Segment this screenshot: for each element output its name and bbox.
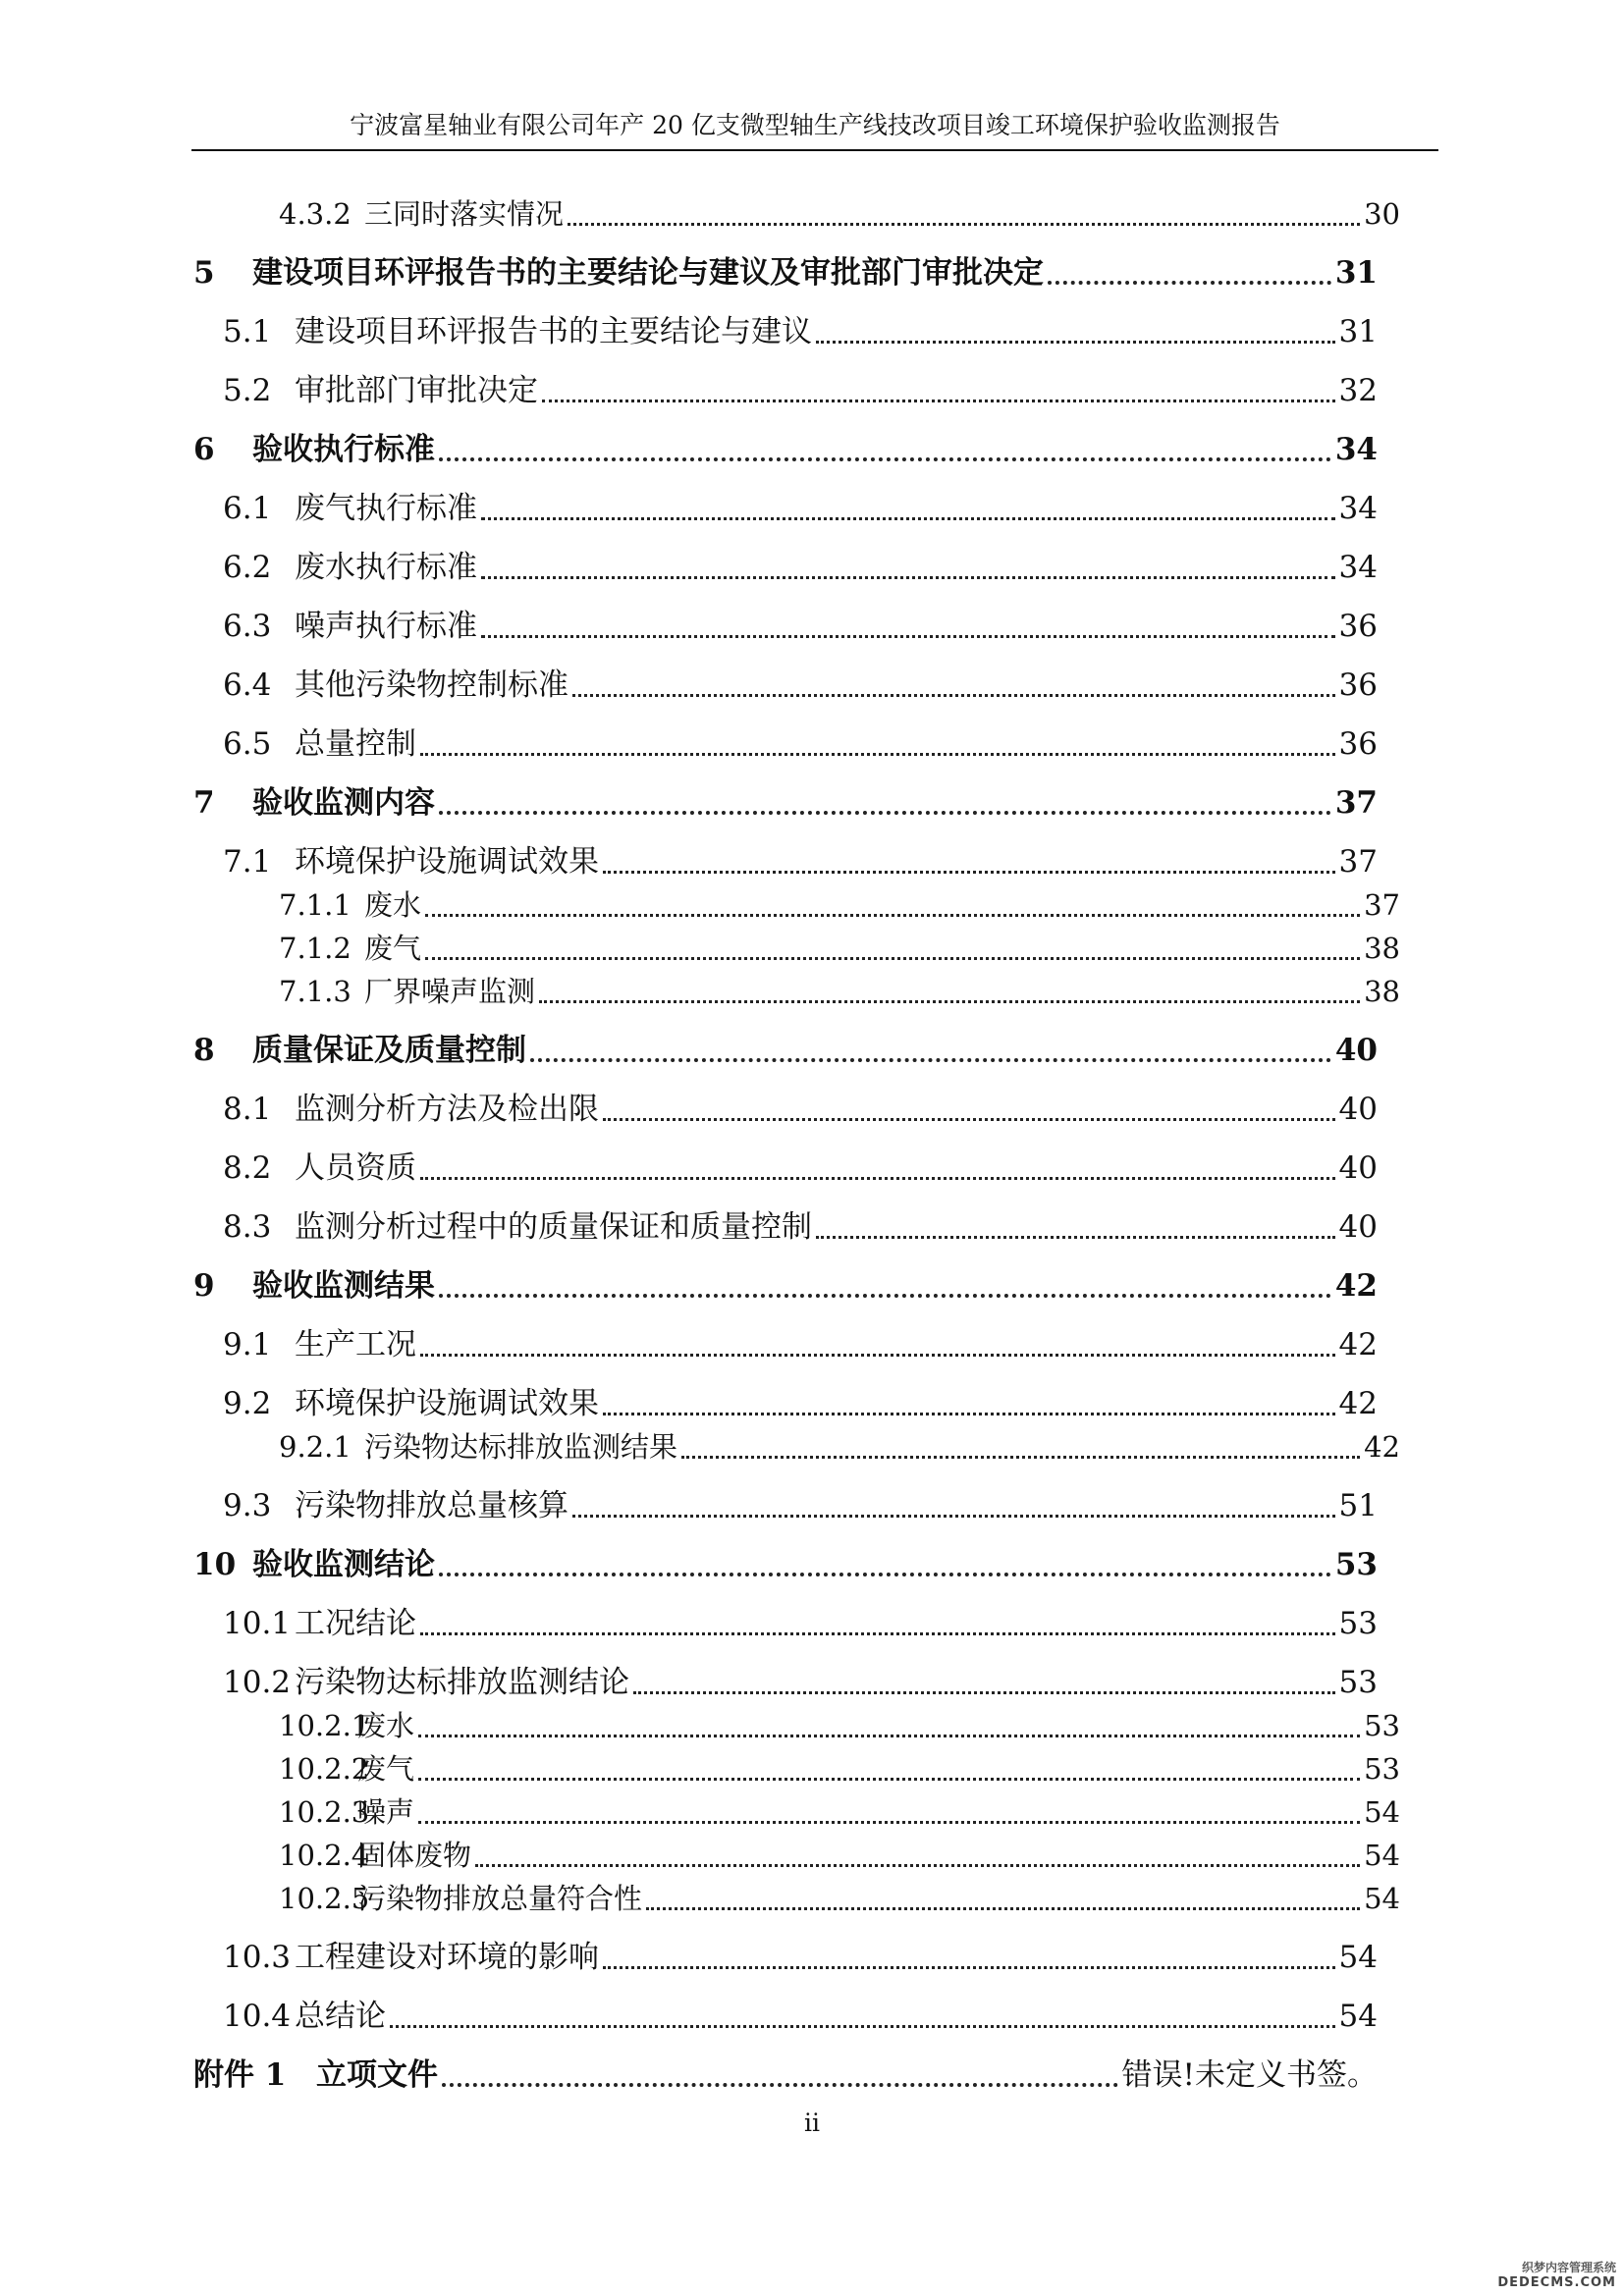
toc-entry-title: 质量保证及质量控制 bbox=[252, 1033, 526, 1068]
toc-entry-title: 建设项目环评报告书的主要结论与建议 bbox=[295, 314, 812, 349]
toc-entry[interactable] bbox=[279, 927, 1400, 970]
toc-dot-leader bbox=[646, 1907, 1360, 1910]
toc-entry-number: 7.1.2 bbox=[279, 932, 352, 965]
toc-entry[interactable] bbox=[223, 1323, 1378, 1366]
toc-entry-title: 污染物排放总量核算 bbox=[295, 1488, 568, 1523]
toc-entry[interactable] bbox=[223, 1661, 1378, 1704]
toc-entry-page: 37 bbox=[1334, 785, 1378, 821]
toc-entry[interactable] bbox=[223, 1602, 1378, 1645]
toc-entry[interactable] bbox=[223, 1936, 1378, 1979]
toc-entry-number: 9.2 bbox=[223, 1386, 272, 1421]
toc-entry-number: 6.2 bbox=[223, 550, 272, 585]
toc-entry-page: 54 bbox=[1364, 1795, 1400, 1829]
toc-entry-number: 4.3.2 bbox=[279, 197, 352, 231]
toc-entry[interactable] bbox=[279, 1425, 1400, 1468]
toc-dot-leader bbox=[425, 957, 1360, 960]
toc-entry-title: 工程建设对环境的影响 bbox=[295, 1940, 599, 1975]
toc-entry[interactable] bbox=[279, 1834, 1400, 1877]
toc-entry-title: 人员资质 bbox=[295, 1150, 416, 1186]
toc-entry-number: 10.4 bbox=[223, 1999, 292, 2034]
watermark-text: 织梦内容管理系统 bbox=[1521, 2261, 1616, 2274]
toc-entry-page: 54 bbox=[1364, 1882, 1400, 1915]
toc-entry[interactable] bbox=[279, 1704, 1400, 1747]
toc-entry[interactable] bbox=[223, 1995, 1378, 2038]
toc-entry-number: 6.4 bbox=[223, 667, 272, 703]
toc-dot-leader bbox=[418, 1821, 1360, 1824]
toc-entry-number: 6.5 bbox=[223, 726, 272, 762]
toc-entry-title: 建设项目环评报告书的主要结论与建议及审批部门审批决定 bbox=[252, 255, 1044, 291]
toc-entry[interactable] bbox=[193, 2054, 1378, 2097]
toc-entry-page: 37 bbox=[1338, 844, 1378, 880]
toc-entry-number: 10.3 bbox=[223, 1940, 292, 1975]
toc-dot-leader bbox=[603, 871, 1335, 874]
watermark-domain: DEDECMS.COM bbox=[1497, 2275, 1616, 2290]
toc-entry-page: 38 bbox=[1364, 932, 1400, 965]
toc-dot-leader bbox=[530, 1058, 1331, 1062]
toc-dot-leader bbox=[481, 576, 1335, 579]
toc-entry-number: 10 bbox=[193, 1547, 237, 1582]
toc-entry[interactable] bbox=[279, 1877, 1400, 1920]
toc-dot-leader bbox=[603, 1413, 1335, 1415]
toc-entry-page: 42 bbox=[1334, 1268, 1378, 1304]
toc-dot-leader bbox=[439, 1573, 1331, 1576]
toc-entry-title: 废水 bbox=[364, 888, 422, 922]
toc-entry[interactable] bbox=[279, 1790, 1400, 1834]
toc-dot-leader bbox=[420, 1177, 1335, 1180]
toc-entry-page: 34 bbox=[1338, 491, 1378, 526]
toc-entry-number: 10.2.5 bbox=[279, 1882, 370, 1915]
toc-entry[interactable] bbox=[223, 840, 1378, 883]
toc-entry-title: 废气 bbox=[357, 1752, 415, 1786]
toc-dot-leader bbox=[542, 400, 1335, 402]
toc-entry-title: 噪声执行标准 bbox=[295, 609, 477, 644]
toc-entry-number: 9.2.1 bbox=[279, 1430, 352, 1464]
toc-entry-page: 42 bbox=[1338, 1327, 1378, 1362]
toc-entry-number: 10.1 bbox=[223, 1606, 292, 1641]
toc-entry-title: 污染物达标排放监测结果 bbox=[364, 1430, 678, 1464]
toc-entry-title: 三同时落实情况 bbox=[364, 197, 565, 231]
toc-entry-number: 6 bbox=[193, 432, 215, 467]
toc-entry-number: 9 bbox=[193, 1268, 215, 1304]
toc-entry-number: 10.2.2 bbox=[279, 1752, 370, 1786]
toc-dot-leader bbox=[603, 1118, 1335, 1121]
toc-dot-leader bbox=[681, 1456, 1360, 1459]
toc-dot-leader bbox=[633, 1691, 1335, 1694]
running-header: 宁波富星轴业有限公司年产 20 亿支微型轴生产线技改项目竣工环境保护验收监测报告 bbox=[350, 111, 1280, 139]
toc-entry[interactable] bbox=[223, 310, 1378, 353]
toc-entry-page: 34 bbox=[1338, 550, 1378, 585]
toc-entry-number: 10.2.4 bbox=[279, 1839, 370, 1872]
toc-dot-leader bbox=[439, 811, 1331, 815]
toc-entry-page: 54 bbox=[1364, 1839, 1400, 1872]
toc-dot-leader bbox=[572, 1515, 1335, 1518]
toc-dot-leader bbox=[603, 1966, 1335, 1969]
toc-dot-leader bbox=[568, 223, 1360, 226]
toc-entry[interactable] bbox=[193, 1029, 1378, 1072]
toc-entry-number: 10.2.1 bbox=[279, 1709, 370, 1742]
toc-entry-title: 立项文件 bbox=[316, 2057, 438, 2093]
toc-dot-leader bbox=[390, 2025, 1335, 2028]
toc-entry[interactable] bbox=[223, 369, 1378, 412]
toc-entry[interactable] bbox=[223, 1382, 1378, 1425]
toc-entry-number: 6.1 bbox=[223, 491, 272, 526]
toc-entry-page: 38 bbox=[1364, 975, 1400, 1008]
toc-entry-page: 53 bbox=[1334, 1547, 1378, 1582]
toc-entry[interactable] bbox=[193, 781, 1378, 825]
toc-entry-title: 废水执行标准 bbox=[295, 550, 477, 585]
toc-entry[interactable] bbox=[223, 664, 1378, 707]
toc-entry[interactable] bbox=[223, 1484, 1378, 1527]
toc-dot-leader bbox=[816, 341, 1335, 344]
toc-dot-leader bbox=[418, 1778, 1360, 1781]
toc-entry-title: 监测分析过程中的质量保证和质量控制 bbox=[295, 1209, 812, 1245]
toc-entry-title: 厂界噪声监测 bbox=[364, 975, 536, 1008]
toc-entry-title: 环境保护设施调试效果 bbox=[295, 1386, 599, 1421]
toc-entry-title: 总量控制 bbox=[295, 726, 416, 762]
toc-entry[interactable] bbox=[223, 1088, 1378, 1131]
toc-entry-page: 31 bbox=[1334, 255, 1378, 291]
toc-entry-page: 53 bbox=[1364, 1709, 1400, 1742]
toc-entry-title: 验收执行标准 bbox=[252, 432, 435, 467]
toc-entry-page: 53 bbox=[1364, 1752, 1400, 1786]
toc-entry[interactable] bbox=[223, 1205, 1378, 1249]
toc-entry[interactable] bbox=[279, 970, 1400, 1013]
toc-entry-page: 42 bbox=[1338, 1386, 1378, 1421]
page-number: ii bbox=[804, 2109, 820, 2137]
toc-entry-title: 废气 bbox=[364, 932, 422, 965]
toc-entry-number: 8.3 bbox=[223, 1209, 272, 1245]
toc-entry[interactable] bbox=[223, 605, 1378, 648]
toc-entry[interactable] bbox=[223, 722, 1378, 766]
toc-entry-number: 5.2 bbox=[223, 373, 272, 408]
toc-entry[interactable] bbox=[223, 487, 1378, 530]
toc-dot-leader bbox=[572, 694, 1335, 697]
toc-entry-title: 生产工况 bbox=[295, 1327, 416, 1362]
toc-entry-page: 54 bbox=[1338, 1999, 1378, 2034]
toc-entry-number: 7.1 bbox=[223, 844, 272, 880]
toc-entry-title: 污染物排放总量符合性 bbox=[357, 1882, 643, 1915]
toc-dot-leader bbox=[420, 1632, 1335, 1635]
toc-entry-number: 10.2.3 bbox=[279, 1795, 370, 1829]
toc-entry-number: 7.1.1 bbox=[279, 888, 352, 922]
toc-dot-leader bbox=[816, 1236, 1335, 1239]
toc-entry-title: 验收监测内容 bbox=[252, 785, 435, 821]
toc-dot-leader bbox=[425, 914, 1360, 917]
toc-entry-page: 36 bbox=[1338, 667, 1378, 703]
toc-entry-number: 8 bbox=[193, 1033, 215, 1068]
toc-entry-page: 37 bbox=[1364, 888, 1400, 922]
toc-dot-leader bbox=[418, 1735, 1360, 1737]
toc-entry[interactable] bbox=[193, 1264, 1378, 1308]
toc-entry-page: 36 bbox=[1338, 609, 1378, 644]
toc-entry-page: 54 bbox=[1338, 1940, 1378, 1975]
toc-entry[interactable] bbox=[279, 1747, 1400, 1790]
toc-entry-page: 42 bbox=[1364, 1430, 1400, 1464]
toc-entry-title: 验收监测结果 bbox=[252, 1268, 435, 1304]
toc-dot-leader bbox=[1048, 281, 1331, 285]
toc-entry-title: 污染物达标排放监测结论 bbox=[295, 1665, 629, 1700]
toc-entry[interactable] bbox=[193, 251, 1378, 294]
toc-entry-title: 审批部门审批决定 bbox=[295, 373, 538, 408]
toc-entry-number: 8.2 bbox=[223, 1150, 272, 1186]
toc-entry-page: 40 bbox=[1334, 1033, 1378, 1068]
toc-entry-title: 总结论 bbox=[295, 1999, 386, 2034]
toc-entry-number: 附件 1 bbox=[193, 2057, 287, 2093]
toc-dot-leader bbox=[439, 457, 1331, 461]
toc-entry-number: 9.1 bbox=[223, 1327, 272, 1362]
toc-entry-number: 7.1.3 bbox=[279, 975, 352, 1008]
toc-entry-page: 40 bbox=[1338, 1209, 1378, 1245]
toc-entry-page: 34 bbox=[1334, 432, 1378, 467]
toc-entry-number: 7 bbox=[193, 785, 215, 821]
toc-entry-title: 废水 bbox=[357, 1709, 415, 1742]
toc-dot-leader bbox=[475, 1864, 1360, 1867]
toc-entry-page: 40 bbox=[1338, 1092, 1378, 1127]
toc-entry-number: 5.1 bbox=[223, 314, 272, 349]
toc-dot-leader bbox=[442, 2083, 1118, 2087]
toc-entry[interactable] bbox=[193, 1543, 1378, 1586]
toc-entry[interactable] bbox=[193, 428, 1378, 471]
toc-entry[interactable] bbox=[223, 1147, 1378, 1190]
toc-entry[interactable] bbox=[279, 883, 1400, 927]
toc-entry-title: 其他污染物控制标准 bbox=[295, 667, 568, 703]
toc-entry-title: 工况结论 bbox=[295, 1606, 416, 1641]
toc-entry-page: 31 bbox=[1338, 314, 1378, 349]
toc-dot-leader bbox=[420, 753, 1335, 756]
toc-entry-page: 40 bbox=[1338, 1150, 1378, 1186]
toc-entry-title: 固体废物 bbox=[357, 1839, 472, 1872]
toc-entry-page: 51 bbox=[1338, 1488, 1378, 1523]
toc-entry-number: 6.3 bbox=[223, 609, 272, 644]
toc-entry-title: 废气执行标准 bbox=[295, 491, 477, 526]
toc-entry-page: 36 bbox=[1338, 726, 1378, 762]
toc-entry-title: 环境保护设施调试效果 bbox=[295, 844, 599, 880]
toc-entry-number: 10.2 bbox=[223, 1665, 292, 1700]
toc-dot-leader bbox=[420, 1354, 1335, 1357]
toc-entry-number: 5 bbox=[193, 255, 215, 291]
toc-entry[interactable] bbox=[279, 192, 1400, 236]
toc-entry-page: 53 bbox=[1338, 1606, 1378, 1641]
watermark-logo bbox=[1497, 2261, 1616, 2290]
toc-dot-leader bbox=[439, 1294, 1331, 1298]
toc-entry-title: 噪声 bbox=[357, 1795, 415, 1829]
toc-entry-page: 32 bbox=[1338, 373, 1378, 408]
toc-dot-leader bbox=[481, 517, 1335, 520]
toc-dot-leader bbox=[481, 635, 1335, 638]
toc-entry-number: 8.1 bbox=[223, 1092, 272, 1127]
toc-entry-title: 监测分析方法及检出限 bbox=[295, 1092, 599, 1127]
toc-entry-number: 9.3 bbox=[223, 1488, 272, 1523]
toc-dot-leader bbox=[539, 1000, 1360, 1003]
toc-entry[interactable] bbox=[223, 546, 1378, 589]
toc-entry-page: 53 bbox=[1338, 1665, 1378, 1700]
toc-entry-page: 30 bbox=[1364, 197, 1400, 231]
toc-entry-title: 验收监测结论 bbox=[252, 1547, 435, 1582]
toc-entry-page: 错误!未定义书签。 bbox=[1121, 2057, 1378, 2093]
